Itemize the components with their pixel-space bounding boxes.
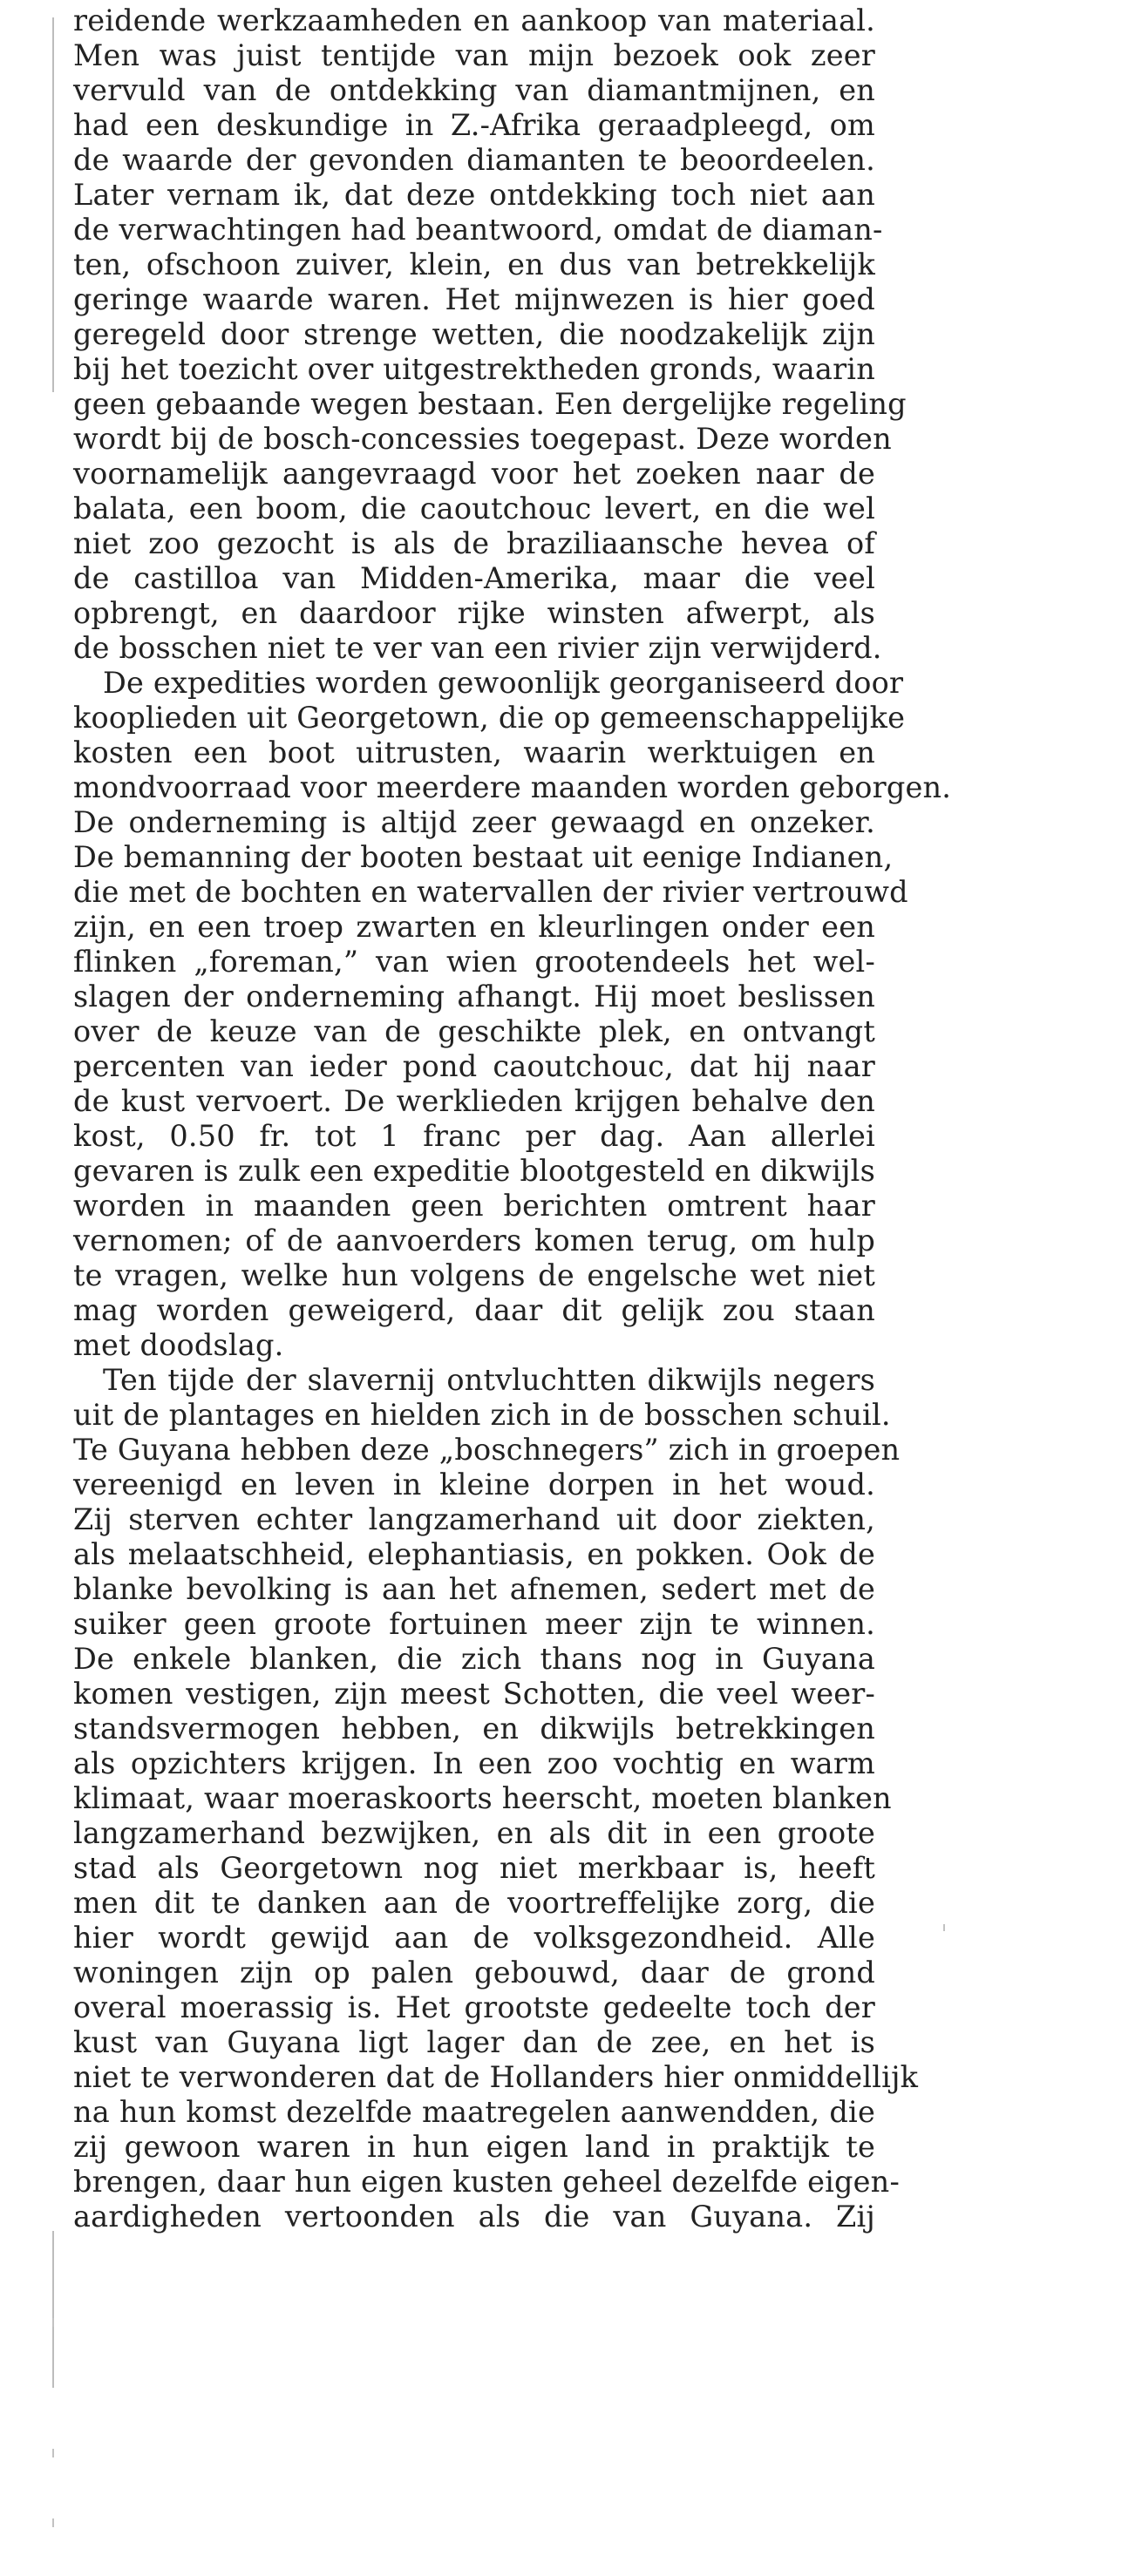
text-line: kooplieden uit Georgetown, die op gemeenschappelijke	[73, 701, 906, 735]
text-line: die met de bochten en watervallen der rivier vertrouwd	[73, 875, 908, 909]
text-line: als opzichters krijgen. In een zoo vochtig en warm	[73, 1746, 875, 1780]
text-line: geen gebaande wegen bestaan. Een dergelijke regeling	[73, 387, 907, 421]
text-line: komen vestigen, zijn meest Schotten, die veel weer-	[73, 1677, 875, 1711]
text-line: De bemanning der booten bestaat uit eenige Indianen,	[73, 840, 894, 874]
left-margin-tick	[52, 2518, 54, 2527]
text-line: niet te verwonderen dat de Hollanders hier onmiddellijk	[73, 2060, 919, 2094]
text-line: de verwachtingen had beantwoord, omdat de diaman-	[73, 213, 883, 247]
text-line: de bosschen niet te ver van een rivier zijn verwijderd.	[73, 631, 882, 665]
left-margin-line-bottom	[52, 2231, 54, 2388]
text-line: zij gewoon waren in hun eigen land in praktijk te	[73, 2130, 875, 2164]
text-line: voornamelijk aangevraagd voor het zoeken naar de	[73, 457, 875, 491]
text-line: woningen zijn op palen gebouwd, daar de grond	[73, 1956, 875, 1990]
left-margin-tick	[52, 2449, 54, 2457]
text-line: reidende werkzaamheden en aankoop van materiaal.	[73, 3, 875, 37]
text-line: wordt bij de bosch-concessies toegepast. Deze worden	[73, 422, 892, 456]
text-line: stad als Georgetown nog niet merkbaar is, heeft	[73, 1851, 875, 1885]
text-line: vernomen; of de aanvoerders komen terug, om hulp	[73, 1224, 875, 1257]
text-line: klimaat, waar moeraskoorts heerscht, moeten blanken	[73, 1781, 892, 1815]
text-line: de castilloa van Midden-Amerika, maar die veel	[73, 561, 875, 595]
text-line: als melaatschheid, elephantiasis, en pokken. Ook de	[73, 1537, 875, 1571]
text-line: geringe waarde waren. Het mijnwezen is hier goed	[73, 282, 875, 316]
text-line: suiker geen groote fortuinen meer zijn te winnen.	[73, 1607, 875, 1641]
text-line: uit de plantages en hielden zich in de bosschen schuil.	[73, 1398, 891, 1432]
left-margin-tick	[52, 2318, 54, 2327]
text-line: Zij sterven echter langzamerhand uit door ziekten,	[73, 1502, 875, 1536]
text-line: vereenigd en leven in kleine dorpen in het woud.	[73, 1468, 875, 1502]
text-line: mondvoorraad voor meerdere maanden worden geborgen.	[73, 770, 952, 804]
text-line: kost, 0.50 fr. tot 1 franc per dag. Aan allerlei	[73, 1119, 875, 1153]
text-line: Ten tijde der slavernij ontvluchtten dikwijls negers	[103, 1363, 875, 1397]
text-line: vervuld van de ontdekking van diamantmijnen, en	[73, 73, 875, 107]
text-line: percenten van ieder pond caoutchouc, dat hij naar	[73, 1049, 875, 1083]
text-line: bij het toezicht over uitgestrektheden gronds, waarin	[73, 352, 875, 386]
text-line: met doodslag.	[73, 1328, 284, 1362]
text-line: de kust vervoert. De werklieden krijgen behalve den	[73, 1084, 875, 1118]
text-line: na hun komst dezelfde maatregelen aanwendden, die	[73, 2095, 875, 2129]
text-line: te vragen, welke hun volgens de engelsche wet niet	[73, 1258, 875, 1292]
text-line: kosten een boot uitrusten, waarin werktuigen en	[73, 736, 875, 769]
text-line: brengen, daar hun eigen kusten geheel dezelfde eigen-	[73, 2165, 900, 2199]
text-line: langzamerhand bezwijken, en als dit in een groote	[73, 1816, 875, 1850]
text-line: worden in maanden geen berichten omtrent haar	[73, 1189, 875, 1223]
text-line: Later vernam ik, dat deze ontdekking toch niet aan	[73, 178, 875, 212]
paragraph	[73, 1363, 919, 2234]
text-line: niet zoo gezocht is als de braziliaansche hevea of	[73, 526, 875, 560]
text-column	[73, 3, 952, 2234]
text-line: men dit te danken aan de voortreffelijke zorg, die	[73, 1886, 875, 1920]
text-line: slagen der onderneming afhangt. Hij moet beslissen	[73, 980, 875, 1013]
paragraph	[73, 3, 907, 666]
text-line: De enkele blanken, die zich thans nog in Guyana	[73, 1642, 875, 1676]
text-line: balata, een boom, die caoutchouc levert, en die wel	[73, 491, 875, 525]
text-line: geregeld door strenge wetten, die noodzakelijk zijn	[73, 317, 875, 351]
text-line: opbrengt, en daardoor rijke winsten afwerpt, als	[73, 596, 875, 630]
text-line: zijn, en een troep zwarten en kleurlingen onder een	[73, 910, 875, 944]
text-line: De expedities worden gewoonlijk georganiseerd door	[103, 666, 904, 700]
left-margin-line-top	[52, 17, 54, 392]
text-line: hier wordt gewijd aan de volksgezondheid. Alle	[73, 1921, 875, 1955]
text-line: Te Guyana hebben deze „boschnegers” zich in groepen	[73, 1433, 901, 1467]
text-line: kust van Guyana ligt lager dan de zee, en het is	[73, 2025, 875, 2059]
text-line: over de keuze van de geschikte plek, en ontvangt	[73, 1014, 875, 1048]
text-line: standsvermogen hebben, en dikwijls betrekkingen	[73, 1712, 875, 1746]
text-line: mag worden geweigerd, daar dit gelijk zou staan	[73, 1293, 875, 1327]
text-line: gevaren is zulk een expeditie blootgesteld en dikwijls	[73, 1154, 875, 1188]
right-margin-tick	[943, 1924, 945, 1931]
text-line: blanke bevolking is aan het afnemen, sedert met de	[73, 1572, 875, 1606]
text-line: de waarde der gevonden diamanten te beoordeelen.	[73, 143, 875, 177]
text-line: flinken „foreman,” van wien grootendeels het wel-	[73, 945, 875, 979]
text-line: had een deskundige in Z.-Afrika geraadpleegd, om	[73, 108, 875, 142]
text-line: ten, ofschoon zuiver, klein, en dus van betrekkelijk	[73, 247, 875, 281]
paragraph	[73, 666, 952, 1363]
text-line: Men was juist tentijde van mijn bezoek ook zeer	[73, 38, 875, 72]
text-line: De onderneming is altijd zeer gewaagd en onzeker.	[73, 805, 875, 839]
text-line: aardigheden vertoonden als die van Guyana. Zij	[73, 2200, 875, 2234]
text-line: overal moerassig is. Het grootste gedeelte toch der	[73, 1990, 875, 2024]
